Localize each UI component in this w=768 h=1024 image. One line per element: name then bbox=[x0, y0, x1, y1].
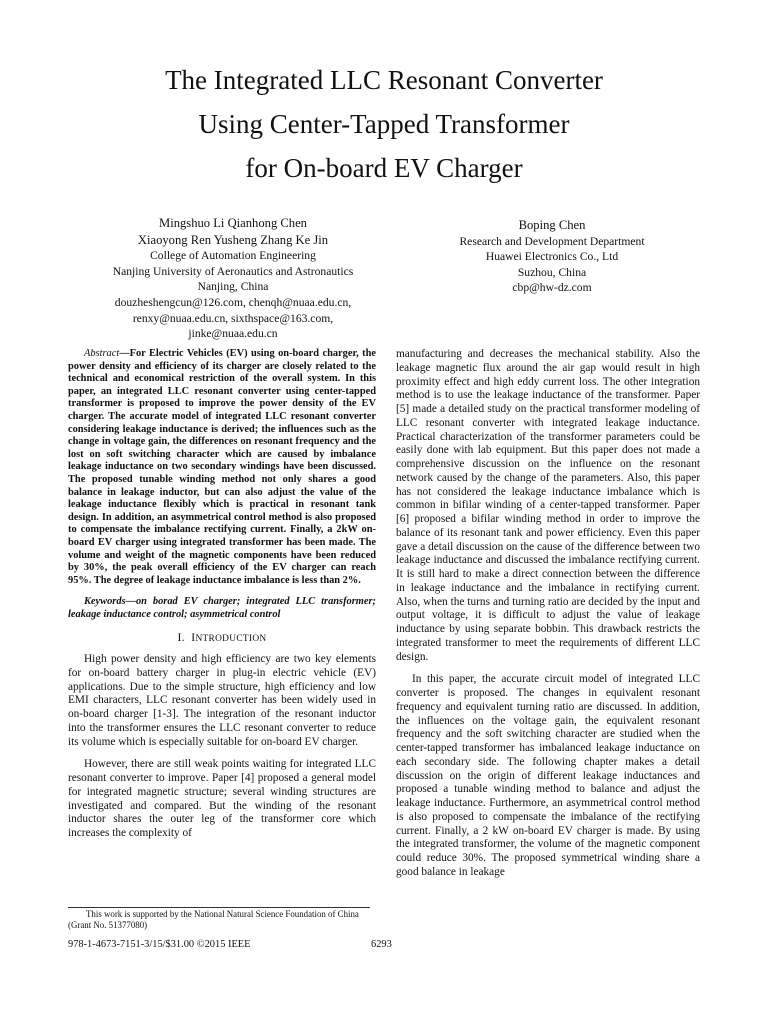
abstract-label: Abstract bbox=[84, 348, 120, 359]
author-names: Boping Chen bbox=[518, 218, 586, 232]
footnote: This work is supported by the National Natural Science Foundation of China (Grant No. 51377080) bbox=[68, 909, 359, 930]
section-number: I. bbox=[177, 631, 185, 645]
body-paragraph: However, there are still weak points waiting for integrated LLC resonant converter to improve. Paper [4] proposed a general model for integrated magnetic structure; several winding structures are investigated and compared. But the winding of the resonant inductor shares the outer leg of the transformer core which increases the complexity of bbox=[68, 758, 376, 840]
section-title-rest: NTRODUCTION bbox=[195, 634, 267, 645]
author-names: Mingshuo Li Qianhong Chen bbox=[159, 216, 307, 230]
page-number: 6293 bbox=[371, 939, 392, 950]
abstract-dash: — bbox=[119, 348, 130, 359]
affiliation-line: Suzhou, China bbox=[517, 265, 587, 279]
author-block-left bbox=[74, 215, 392, 342]
abstract-text: For Electric Vehicles (EV) using on-board charger, the power density and efficiency of its charger are closely related to the technical and economical restriction of the overall system. In this paper, an integrated LLC resonant converter using center-tapped transformer is proposed to improve the power density of the EV charger. The accurate model of integrated LLC resonant converter considering leakage inductance is derived; the influences such as the change in voltage gain, the differences on resonant frequency and the lost on soft switching character which are caused by imbalance leakage inductance on two secondary windings have been discussed. The proposed tunable winding method not only shares a good balance in leakage inductor, but can also adjust the value of the leakage inductance flexibly which is practical in resonant tank design. In addition, an asymmetrical control method is also proposed to compensate the imbalance rectifying current. Finally, a 2kW on-board EV charger using integrated transformer has been made. The volume and weight of the magnetic components have been reduced by 30%, the peak overall efficiency of the EV charger can reach 95%. The degree of leakage inductance imbalance is less than 2%. bbox=[68, 348, 376, 586]
abstract bbox=[68, 348, 376, 587]
affiliation-line: Research and Development Department bbox=[459, 234, 645, 248]
title-line: for On-board EV Charger bbox=[245, 153, 523, 183]
section-heading-introduction bbox=[68, 631, 376, 647]
keywords: Keywords—on borad EV charger; integrated LLC transformer; leakage inductance control; asymmetrical control bbox=[68, 596, 376, 620]
title-line: Using Center-Tapped Transformer bbox=[198, 109, 570, 139]
affiliation-line: College of Automation Engineering bbox=[150, 249, 316, 263]
email-line: renxy@nuaa.edu.cn, sixthspace@163.com, bbox=[132, 311, 334, 325]
author-names: Xiaoyong Ren Yusheng Zhang Ke Jin bbox=[137, 232, 329, 247]
email-line: douzheshengcun@126.com, chenqh@nuaa.edu.cn, bbox=[114, 295, 352, 309]
body-paragraph: High power density and high efficiency are two key elements for on-board battery charger in plug-in electric vehicle (EV) applications. Due to the simple structure, high efficiency and low EMI characters, LLC resonant converter has been widely used in on-board charger [1-3]. The integration of the resonant inductor into the transformer ensures the LLC resonant converter to reduce its volume which is especially suitable for on-board EV charger. bbox=[68, 653, 376, 748]
author-block-right bbox=[404, 217, 700, 296]
affiliation-line: Nanjing University of Aeronautics and Astronautics bbox=[112, 264, 354, 278]
right-column bbox=[396, 348, 700, 880]
paper-title bbox=[60, 58, 708, 190]
section-title-initial: I bbox=[191, 631, 196, 645]
footnote-rule bbox=[68, 907, 370, 908]
title-line: The Integrated LLC Resonant Converter bbox=[165, 65, 603, 95]
body-paragraph: manufacturing and decreases the mechanical stability. Also the leakage magnetic flux around the air gap would result in high proximity effect and high eddy current loss. The other integration method is to use the leakage inductance of the transformer. Paper [5] made a detailed study on the practical transformer modeling of LLC resonant converter with integrated leakage inductance. Practical characterization of the transformer parameters could be easily done with lab equipment. But this paper does not made a comprehensive discussion on the influence on the resonant network caused by the change of the parameters. Also, this paper has not considered the leakage inductance imbalance which is common in bifilar winding of a center-tapped transformer. Paper [6] proposed a bifilar winding method in order to improve the balance of its resonant tank and power efficiency. Even this paper gave a detail discussion on the cause of the difference between two leakage inductance and discussed the imbalance rectifying current. It is still hard to make a direct connection between the difference in leakage inductance and the imbalance in rectifying current. Also, when the turns and turning ratio are decided by the input and output voltage, it is difficult to adjust the value of leakage inductance by using separate bobbin. This drawback restricts the integrated transformer to meet the requirements of different LLC design. bbox=[396, 348, 700, 663]
email-line: jinke@nuaa.edu.cn bbox=[188, 327, 278, 341]
affiliation-line: Huawei Electronics Co., Ltd bbox=[485, 250, 619, 264]
affiliation-line: Nanjing, China bbox=[197, 280, 269, 294]
isbn-line: 978-1-4673-7151-3/15/$31.00 ©2015 IEEE bbox=[68, 939, 251, 950]
email-line: cbp@hw-dz.com bbox=[512, 281, 592, 295]
body-paragraph: In this paper, the accurate circuit model of integrated LLC converter is proposed. The changes in equivalent resonant frequency and equivalent turning ratio are discussed. In addition, the influences on the voltage gain, the equivalent resonant frequency and the soft switching character are studied when the center-tapped transformer has imbalanced leakage inductance on each secondary side. The following chapter makes a detail discussion on the origin of different leakage inductances and proposed a tunable winding method to balance and adjust the leakage inductance. Furthermore, an asymmetrical control method is also proposed to compensate the imbalance of the rectifying current. Finally, a 2 kW on-board EV charger is made. By using the integrated transformer, the volume of the magnetic component could reduce 30%. The proposed symmetrical winding share a good balance in leakage bbox=[396, 673, 700, 878]
left-column bbox=[68, 348, 376, 841]
